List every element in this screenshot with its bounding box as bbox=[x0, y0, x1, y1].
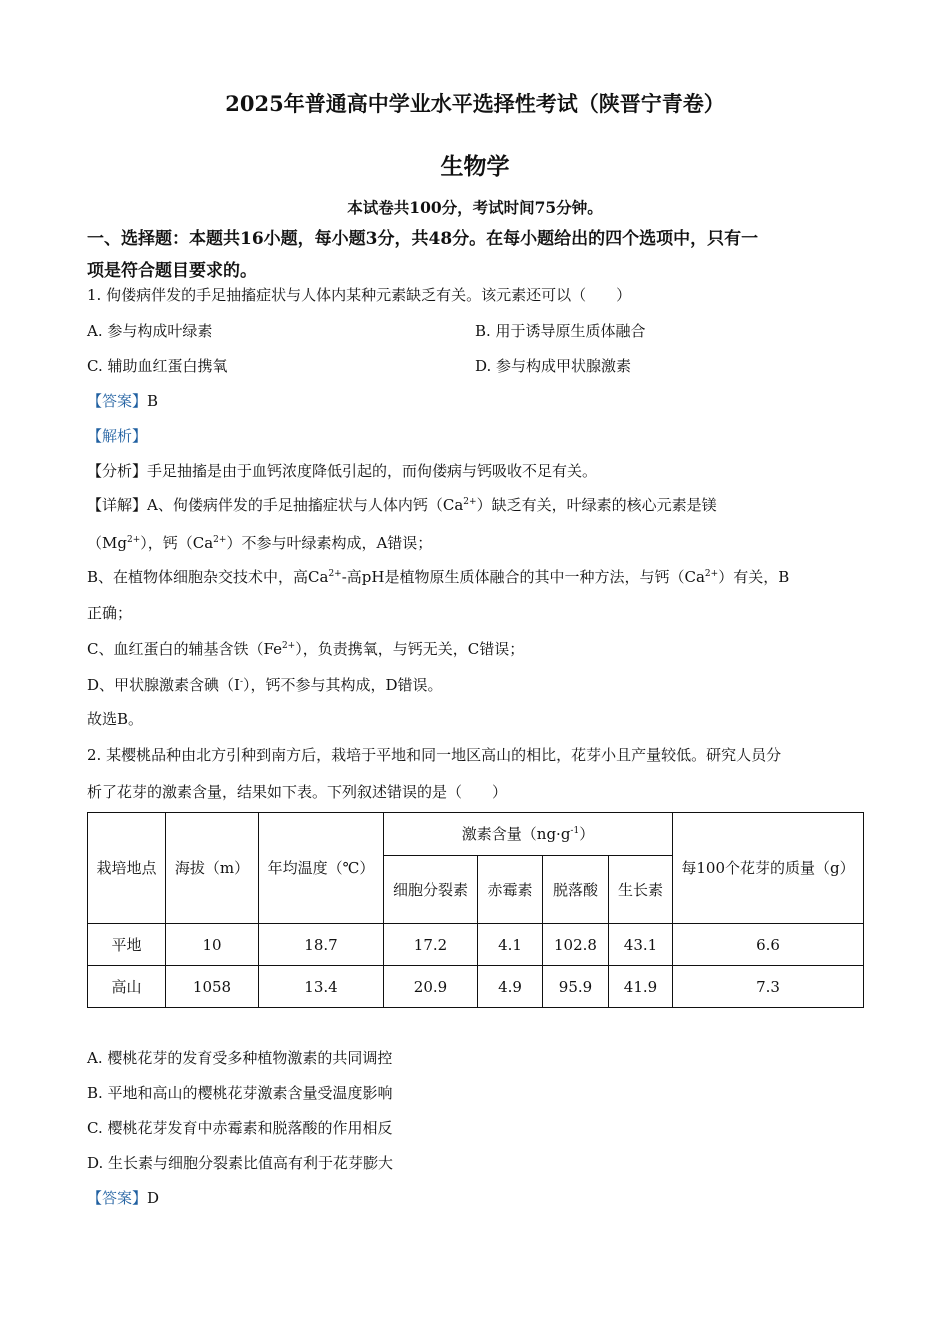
answer-tag: 【答案】 bbox=[87, 392, 148, 410]
q1-option-c: C. 辅助血红蛋白携氧 bbox=[87, 357, 228, 375]
superscript: 2+ bbox=[704, 569, 719, 579]
superscript: 2+ bbox=[463, 497, 477, 507]
detail-text: ），钙不参与其构成，D错误。 bbox=[243, 676, 443, 694]
table-cell: 10 bbox=[166, 924, 259, 966]
q1-detail-line4: 正确； bbox=[87, 604, 133, 622]
header-abscisic-acid: 脱落酸 bbox=[543, 856, 609, 924]
detail-text: （Mg bbox=[87, 534, 127, 552]
q1-conclusion: 故选B。 bbox=[87, 710, 144, 728]
subject-title: 生物学 bbox=[440, 153, 510, 180]
exam-note: 本试卷共100分，考试时间75分钟。 bbox=[347, 198, 603, 217]
superscript: 2+ bbox=[126, 535, 141, 545]
section-heading-line2: 项是符合题目要求的。 bbox=[87, 261, 257, 281]
table-cell: 平地 bbox=[88, 924, 166, 966]
detail-text: ）缺乏有关，叶绿素的核心元素是镁 bbox=[476, 496, 717, 514]
header-mass: 每100个花芽的质量（g） bbox=[673, 813, 864, 924]
table-cell: 43.1 bbox=[609, 924, 673, 966]
q1-stem: 1. 佝偻病伴发的手足抽搐症状与人体内某种元素缺乏有关。该元素还可以（ ） bbox=[87, 286, 632, 304]
header-place: 栽培地点 bbox=[88, 813, 166, 924]
header-temperature: 年均温度（℃） bbox=[259, 813, 384, 924]
table-cell: 4.9 bbox=[478, 966, 543, 1008]
q1-answer bbox=[87, 390, 158, 411]
q1-option-b: B. 用于诱导原生质体融合 bbox=[475, 322, 646, 340]
hormone-table bbox=[87, 812, 864, 1008]
detail-text: ），负责携氧，与钙无关，C错误； bbox=[295, 640, 525, 658]
header-cytokinin: 细胞分裂素 bbox=[384, 856, 478, 924]
section-heading-line1: 一、选择题：本题共16小题，每小题3分，共48分。在每小题给出的四个选项中，只有一 bbox=[87, 229, 759, 249]
detail-text: ）不参与叶绿素构成，A错误； bbox=[226, 534, 433, 552]
header-hormone-text: 激素含量（ng·g bbox=[461, 825, 571, 843]
q2-stem-line1: 2. 某樱桃品种由北方引种到南方后，栽培于平地和同一地区高山的相比，花芽小且产量较低。研究人员分 bbox=[87, 746, 782, 764]
superscript: - bbox=[239, 677, 243, 687]
table-cell: 95.9 bbox=[543, 966, 609, 1008]
fenxi-tag: 【分析】 bbox=[87, 462, 148, 480]
detail-text: A、佝偻病伴发的手足抽搐症状与人体内钙（Ca bbox=[147, 496, 464, 514]
detail-text: -高pH是植物原生质体融合的其中一种方法，与钙（Ca bbox=[341, 568, 705, 586]
header-gibberellin: 赤霉素 bbox=[478, 856, 543, 924]
table-cell: 高山 bbox=[88, 966, 166, 1008]
q1-detail-line2 bbox=[87, 532, 432, 553]
superscript: 2+ bbox=[281, 641, 296, 651]
detail-text: ）有关，B bbox=[718, 568, 790, 586]
table-row bbox=[88, 966, 864, 1008]
table-cell: 13.4 bbox=[259, 966, 384, 1008]
q1-detail-line5 bbox=[87, 638, 524, 659]
detail-text: B、在植物体细胞杂交技术中，高Ca bbox=[87, 568, 329, 586]
table-row bbox=[88, 924, 864, 966]
table-cell: 7.3 bbox=[673, 966, 864, 1008]
table-cell: 18.7 bbox=[259, 924, 384, 966]
header-altitude: 海拔（m） bbox=[166, 813, 259, 924]
table-cell: 1058 bbox=[166, 966, 259, 1008]
table-cell: 20.9 bbox=[384, 966, 478, 1008]
header-hormone-text: ） bbox=[579, 825, 595, 843]
superscript: 2+ bbox=[213, 535, 227, 545]
answer-value: D bbox=[147, 1189, 160, 1207]
header-hormone bbox=[384, 813, 673, 856]
q1-analysis-tag: 【解析】 bbox=[87, 427, 148, 445]
q1-option-a: A. 参与构成叶绿素 bbox=[87, 322, 213, 340]
q2-option-c: C. 樱桃花芽发育中赤霉素和脱落酸的作用相反 bbox=[87, 1119, 393, 1137]
table-cell: 4.1 bbox=[478, 924, 543, 966]
table-cell: 6.6 bbox=[673, 924, 864, 966]
q1-detail-line6 bbox=[87, 674, 443, 695]
table-cell: 17.2 bbox=[384, 924, 478, 966]
detail-text: C、血红蛋白的辅基含铁（Fe bbox=[87, 640, 282, 658]
q2-stem-line2: 析了花芽的激素含量，结果如下表。下列叙述错误的是（ ） bbox=[87, 783, 508, 801]
superscript: -1 bbox=[570, 826, 580, 836]
fenxi-text: 手足抽搐是由于血钙浓度降低引起的，而佝偻病与钙吸收不足有关。 bbox=[147, 462, 598, 480]
answer-value: B bbox=[147, 392, 159, 410]
superscript: 2+ bbox=[328, 569, 342, 579]
q1-fenxi bbox=[87, 460, 597, 481]
detail-text: ），钙（Ca bbox=[140, 534, 214, 552]
answer-tag: 【答案】 bbox=[87, 1189, 148, 1207]
detail-text: D、甲状腺激素含碘（I bbox=[87, 676, 240, 694]
q2-option-b: B. 平地和高山的樱桃花芽激素含量受温度影响 bbox=[87, 1084, 393, 1102]
q1-option-d: D. 参与构成甲状腺激素 bbox=[475, 357, 632, 375]
table-cell: 102.8 bbox=[543, 924, 609, 966]
q1-detail-line1 bbox=[87, 494, 717, 515]
q2-option-d: D. 生长素与细胞分裂素比值高有利于花芽膨大 bbox=[87, 1154, 394, 1172]
xiangjie-tag: 【详解】 bbox=[87, 496, 148, 514]
q2-option-a: A. 樱桃花芽的发育受多种植物激素的共同调控 bbox=[87, 1049, 393, 1067]
table-cell: 41.9 bbox=[609, 966, 673, 1008]
q1-detail-line3 bbox=[87, 566, 789, 587]
exam-title: 2025年普通高中学业水平选择性考试（陕晋宁青卷） bbox=[225, 91, 725, 116]
header-auxin: 生长素 bbox=[609, 856, 673, 924]
q2-answer bbox=[87, 1187, 159, 1208]
